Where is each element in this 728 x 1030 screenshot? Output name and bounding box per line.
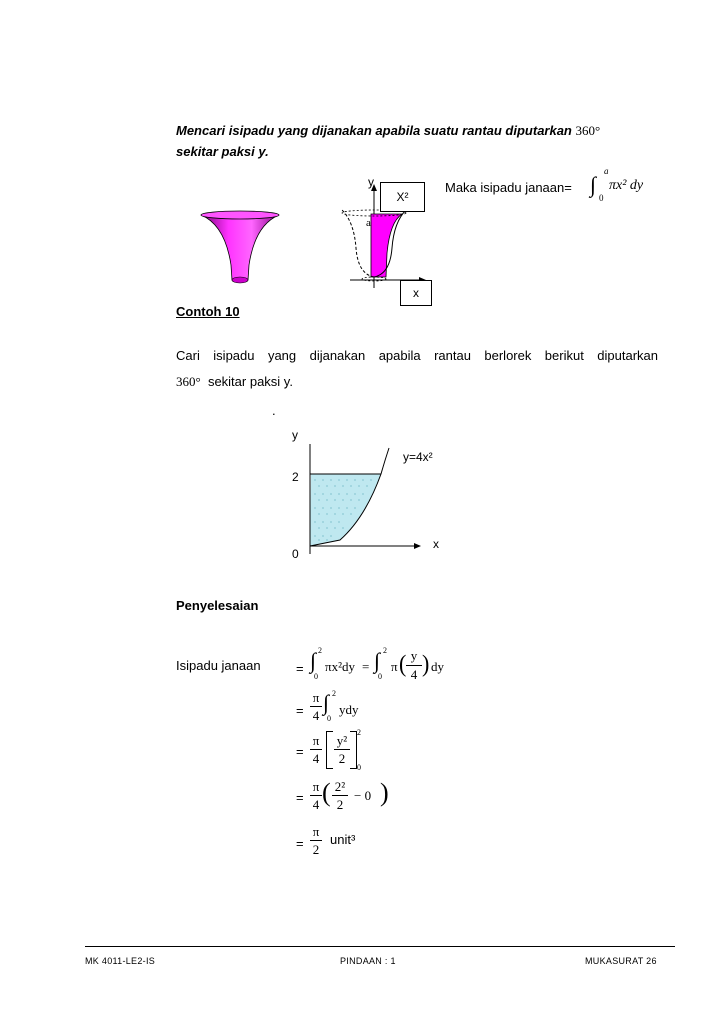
fig1-x-label: x (413, 286, 419, 300)
curve-label: X² (396, 190, 409, 204)
int1-lower: 0 (314, 672, 318, 681)
bracket-right (350, 731, 357, 769)
int3-upper: 2 (332, 689, 336, 698)
question-line2 (176, 370, 293, 394)
eq-sign-5: = (296, 836, 304, 851)
step2-body: ydy (339, 702, 359, 717)
section-heading (176, 120, 676, 162)
step3-y2: y² (336, 733, 348, 748)
frac-bar-3b (334, 749, 350, 750)
example-curve-label: y=4x² (403, 450, 433, 464)
integral-sign: ∫ (590, 172, 597, 197)
question-line1: Cari isipadu yang dijanakan apabila rantau berlorek berikut diputarkan (176, 348, 658, 363)
result-num: π (312, 824, 320, 839)
eq-sign-2: = (296, 703, 304, 718)
step4-minus0: − 0 (354, 788, 372, 803)
fig1-y-label: y (368, 175, 374, 189)
step2-num: π (312, 690, 320, 705)
step1-integrand: πx²dy (325, 659, 355, 674)
frac-bar-4 (310, 795, 322, 796)
heading-line2: sekitar paksi y. (176, 144, 269, 159)
paren-right-4: ) (380, 778, 389, 807)
footer-right: MUKASURAT 26 (585, 956, 657, 966)
step4-den: 2 (336, 797, 344, 812)
int1-upper: 2 (318, 646, 322, 655)
integrand: πx² dy (609, 178, 644, 193)
bracket-upper: 2 (357, 728, 361, 737)
step4-4: 4 (312, 797, 320, 812)
int3-lower: 0 (327, 714, 331, 723)
footer-center: PINDAAN : 1 (340, 956, 396, 966)
step3-den: 2 (338, 751, 346, 766)
origin-label: 0 (292, 547, 299, 561)
step1-eq: = (362, 659, 370, 674)
step3-4: 4 (312, 751, 320, 766)
step1-pi: π (391, 659, 398, 674)
step1-num: y (410, 648, 418, 663)
stray-dot: . (272, 403, 276, 418)
solution-label: Isipadu janaan (176, 658, 261, 673)
frac-bar-3 (310, 749, 322, 750)
footer-rule (85, 946, 675, 947)
step4-22: 2² (334, 779, 346, 794)
question-text: sekitar paksi y. (207, 374, 293, 389)
question-degree: 360° (176, 374, 201, 389)
a-label: a (366, 217, 371, 229)
int2-upper: 2 (383, 646, 387, 655)
integral-upper: a (604, 166, 609, 176)
eq-sign-3: = (296, 744, 304, 759)
int2-lower: 0 (378, 672, 382, 681)
result-unit: unit³ (330, 832, 356, 847)
frac-bar-2 (310, 706, 322, 707)
solution-title: Penyelesaian (176, 598, 259, 613)
result-den: 2 (312, 842, 320, 857)
integral-lower: 0 (599, 193, 604, 203)
paren-left-4: ( (322, 778, 331, 807)
step2-den: 4 (312, 708, 320, 723)
step4-pi: π (312, 779, 320, 794)
example-title: Contoh 10 (176, 304, 240, 319)
bracket-left (326, 731, 333, 769)
example-y-label: y (292, 428, 298, 442)
frac-bar-5 (310, 840, 322, 841)
footer-left: MK 4011-LE2-IS (85, 956, 156, 966)
eq-sign-4: = (296, 790, 304, 805)
integral-1: ∫ (310, 648, 317, 673)
frac-bar-1 (406, 665, 422, 666)
step1-dy: dy (431, 659, 444, 674)
y-tick-2: 2 (292, 470, 299, 484)
heading-degree: 360° (575, 123, 601, 138)
frac-bar-4b (332, 795, 348, 796)
step3-pi: π (312, 733, 320, 748)
volume-text: Maka isipadu janaan= (445, 180, 572, 195)
eq-sign-1: = (296, 661, 304, 676)
paren-left-1: ( (399, 649, 407, 678)
integral-2: ∫ (374, 648, 381, 673)
integral-3: ∫ (323, 690, 330, 715)
heading-line1: Mencari isipadu yang dijanakan apabila suatu rantau diputarkan (176, 123, 572, 138)
paren-right-1: ) (422, 649, 430, 678)
step1-den: 4 (410, 667, 418, 682)
example-x-label: x (433, 537, 439, 551)
vase-figure (195, 205, 285, 295)
curve-label-box (380, 182, 425, 212)
bracket-lower: 0 (357, 763, 361, 772)
x-label-box (400, 280, 432, 306)
